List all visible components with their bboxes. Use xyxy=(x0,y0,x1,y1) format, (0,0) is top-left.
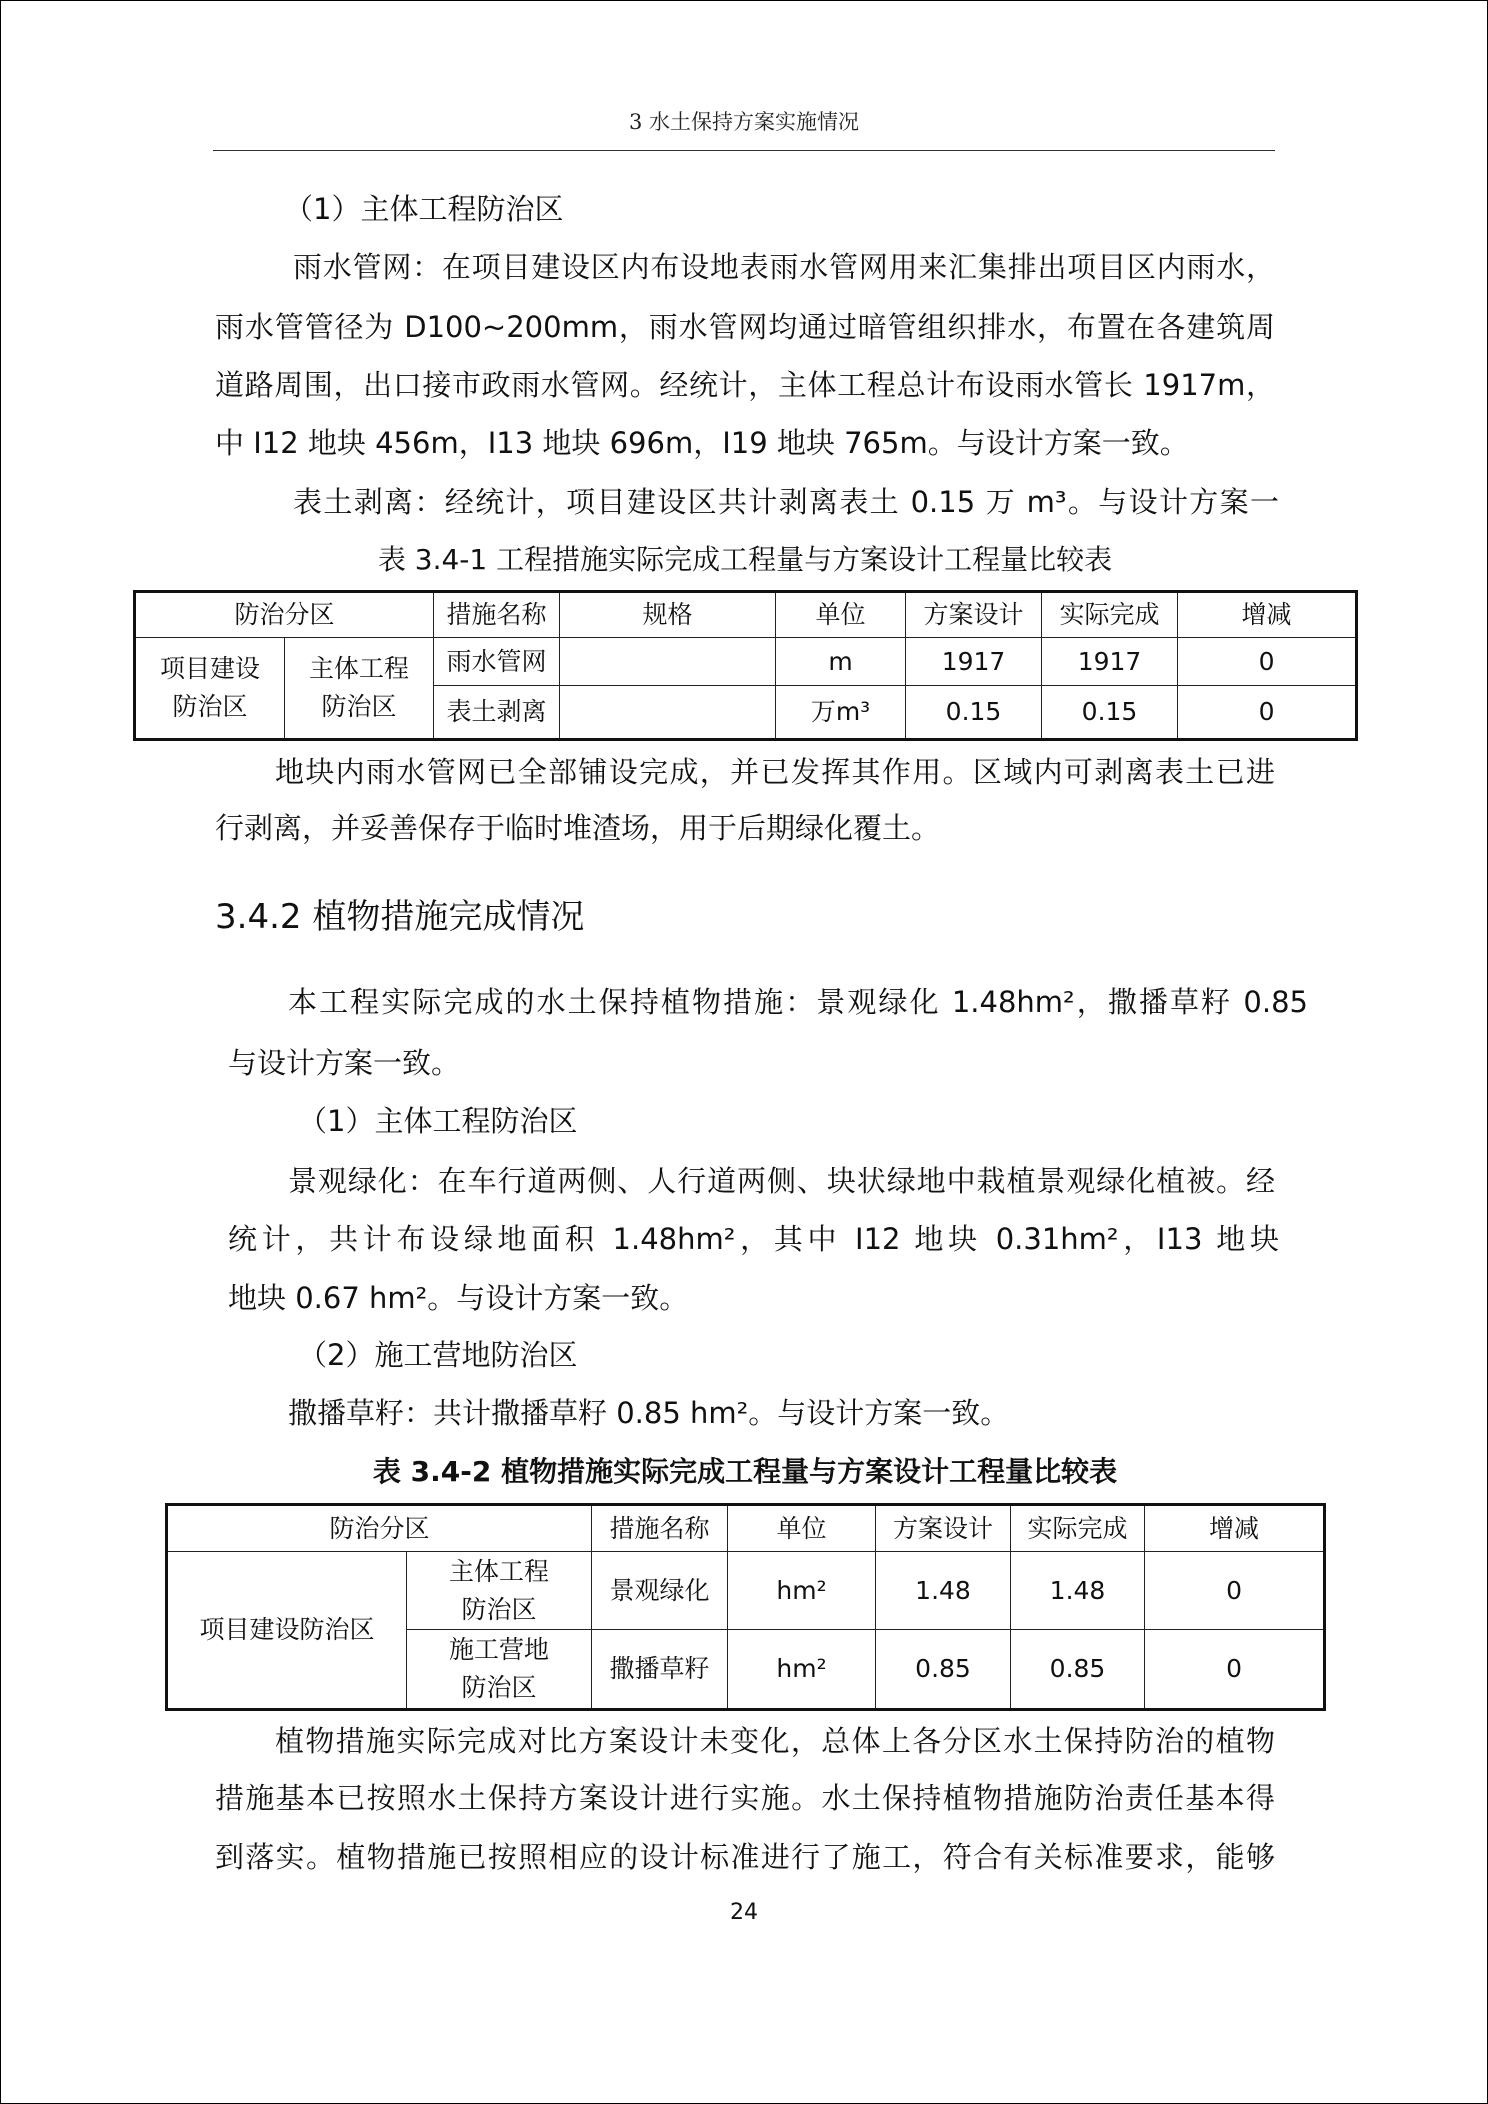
actual-cell: 0.15 xyxy=(1042,686,1178,740)
subzone-cell: 施工营地防治区 xyxy=(407,1630,592,1710)
zone-cell: 项目建设防治区 xyxy=(167,1552,407,1710)
paragraph-line: 本工程实际完成的水土保持植物措施：景观绿化 1.48hm²，撒播草籽 0.85 xyxy=(288,985,1308,1019)
subheading: （1）主体工程防治区 xyxy=(284,192,564,226)
unit-cell: m xyxy=(776,638,906,686)
measure-cell: 表土剥离 xyxy=(434,686,560,740)
paragraph-line: 道路周围，出口接市政雨水管网。经统计，主体工程总计布设雨水管长 1917m， xyxy=(215,368,1275,402)
page-number: 24 xyxy=(730,1900,758,1925)
header-cell: 单位 xyxy=(776,592,906,638)
header-cell: 增减 xyxy=(1145,1505,1325,1552)
paragraph-line: 地块 0.67 hm²。与设计方案一致。 xyxy=(228,1281,689,1315)
subheading: （2）施工营地防治区 xyxy=(298,1338,578,1372)
header-cell: 防治分区 xyxy=(167,1505,592,1552)
diff-cell: 0 xyxy=(1145,1552,1325,1630)
actual-cell: 1.48 xyxy=(1011,1552,1145,1630)
unit-cell: 万m³ xyxy=(776,686,906,740)
zone-cell: 项目建设防治区 xyxy=(135,638,285,740)
header-cell: 措施名称 xyxy=(434,592,560,638)
paragraph-line: 统计，共计布设绿地面积 1.48hm²，其中 I12 地块 0.31hm²，I13 地块 xyxy=(228,1222,1279,1256)
header-cell: 单位 xyxy=(728,1505,876,1552)
paragraph-line: 到落实。植物措施已按照相应的设计标准进行了施工，符合有关标准要求，能够 xyxy=(215,1840,1275,1874)
table-header-row xyxy=(135,592,1357,638)
measure-cell: 景观绿化 xyxy=(592,1552,728,1630)
spec-cell xyxy=(560,638,776,686)
actual-cell: 0.85 xyxy=(1011,1630,1145,1710)
table-header-row xyxy=(167,1505,1325,1552)
paragraph-line: 雨水管管径为 D100~200mm，雨水管网均通过暗管组织排水，布置在各建筑周 xyxy=(215,310,1275,344)
header-cell: 实际完成 xyxy=(1042,592,1178,638)
paragraph-line: 植物措施实际完成对比方案设计未变化，总体上各分区水土保持防治的植物 xyxy=(275,1724,1275,1758)
actual-cell: 1917 xyxy=(1042,638,1178,686)
paragraph-line: 措施基本已按照水土保持方案设计进行实施。水土保持植物措施防治责任基本得 xyxy=(215,1781,1275,1815)
paragraph-line: 景观绿化：在车行道两侧、人行道两侧、块状绿地中栽植景观绿化植被。经 xyxy=(288,1164,1275,1198)
design-cell: 1917 xyxy=(906,638,1042,686)
unit-cell: hm² xyxy=(728,1552,876,1630)
paragraph-line: 撒播草籽：共计撒播草籽 0.85 hm²。与设计方案一致。 xyxy=(288,1396,1010,1430)
table-row xyxy=(167,1552,1325,1630)
paragraph-line: 雨水管网：在项目建设区内布设地表雨水管网用来汇集排出项目区内雨水， xyxy=(293,250,1275,284)
table-caption: 表 3.4-1 工程措施实际完成工程量与方案设计工程量比较表 xyxy=(377,543,1113,576)
design-cell: 0.85 xyxy=(876,1630,1011,1710)
paragraph-line: 中 I12 地块 456m，I13 地块 696m，I19 地块 765m。与设计方案一致。 xyxy=(215,426,1189,460)
paragraph-line: 表土剥离：经统计，项目建设区共计剥离表土 0.15 万 m³。与设计方案一 xyxy=(293,485,1279,519)
plant-measures-table xyxy=(165,1503,1326,1711)
engineering-measures-table xyxy=(133,590,1358,741)
subheading: （1）主体工程防治区 xyxy=(298,1104,578,1138)
header-cell: 规格 xyxy=(560,592,776,638)
unit-cell: hm² xyxy=(728,1630,876,1710)
table-row xyxy=(135,638,1357,686)
design-cell: 1.48 xyxy=(876,1552,1011,1630)
table-caption: 表 3.4-2 植物措施实际完成工程量与方案设计工程量比较表 xyxy=(372,1455,1118,1488)
spec-cell xyxy=(560,686,776,740)
subzone-cell: 主体工程防治区 xyxy=(407,1552,592,1630)
subzone-cell: 主体工程防治区 xyxy=(285,638,434,740)
running-header: 3 水土保持方案实施情况 xyxy=(628,110,860,134)
design-cell: 0.15 xyxy=(906,686,1042,740)
header-cell: 方案设计 xyxy=(876,1505,1011,1552)
measure-cell: 撒播草籽 xyxy=(592,1630,728,1710)
header-cell: 实际完成 xyxy=(1011,1505,1145,1552)
section-heading: 3.4.2 植物措施完成情况 xyxy=(215,897,585,937)
diff-cell: 0 xyxy=(1178,686,1357,740)
paragraph-line: 地块内雨水管网已全部铺设完成，并已发挥其作用。区域内可剥离表土已进 xyxy=(275,755,1275,789)
header-cell: 措施名称 xyxy=(592,1505,728,1552)
paragraph-line: 与设计方案一致。 xyxy=(228,1046,461,1080)
diff-cell: 0 xyxy=(1178,638,1357,686)
diff-cell: 0 xyxy=(1145,1630,1325,1710)
header-cell: 增减 xyxy=(1178,592,1357,638)
paragraph-line: 行剥离，并妥善保存于临时堆渣场，用于后期绿化覆土。 xyxy=(215,811,941,845)
measure-cell: 雨水管网 xyxy=(434,638,560,686)
header-cell: 防治分区 xyxy=(135,592,434,638)
header-cell: 方案设计 xyxy=(906,592,1042,638)
header-rule xyxy=(213,150,1275,151)
